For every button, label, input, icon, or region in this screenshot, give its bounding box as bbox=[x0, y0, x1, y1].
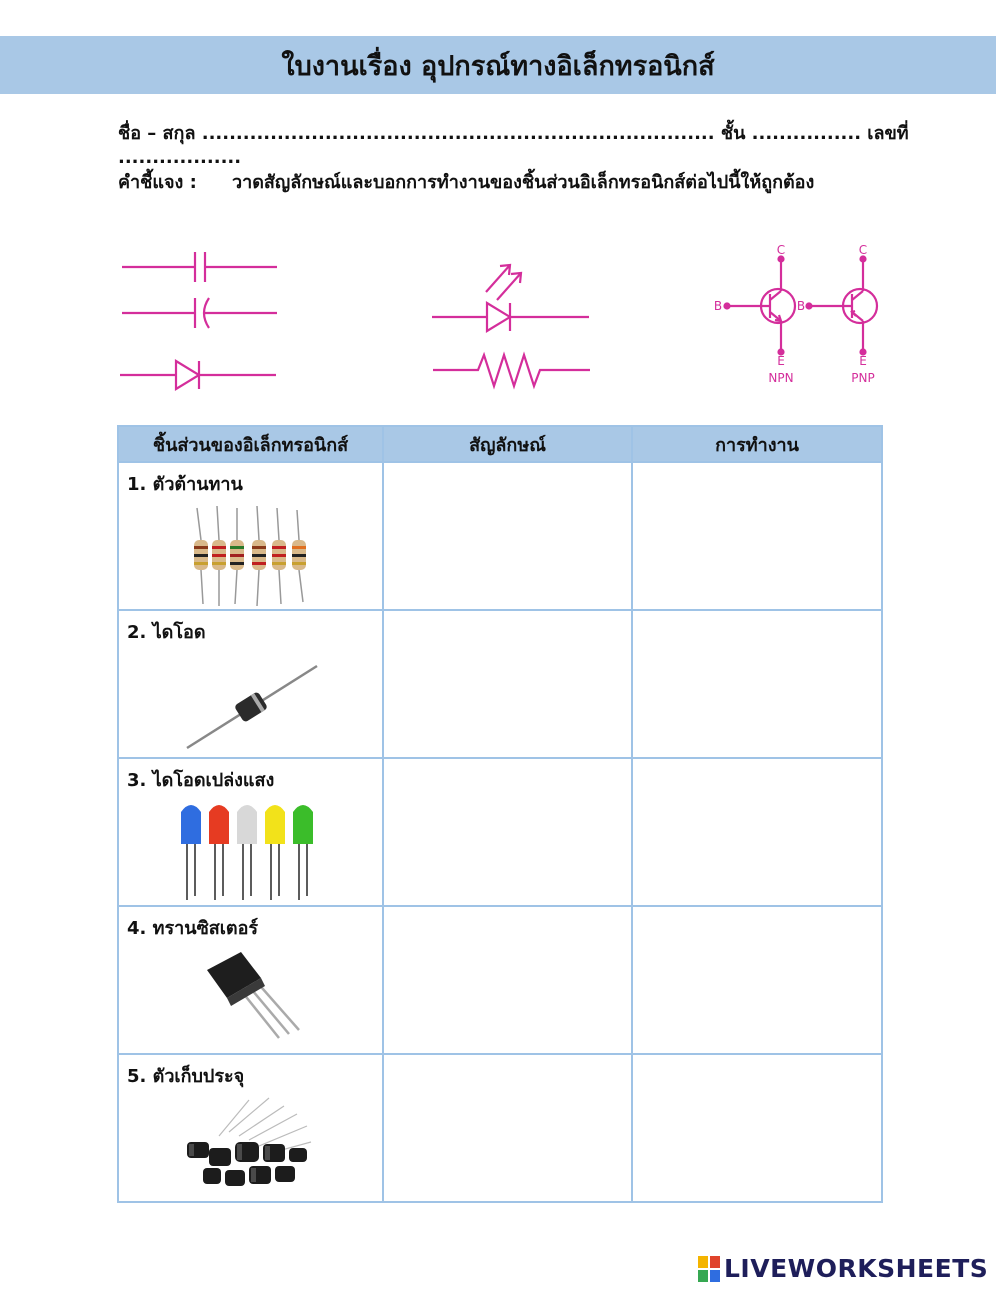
resistor-symbol bbox=[433, 355, 590, 386]
instruction-text: วาดสัญลักษณ์และบอกการทำงานของชิ้นส่วนอิเล็กทรอนิกส์ต่อไปนี้ให้ถูกต้อง bbox=[232, 172, 815, 193]
liveworksheets-logo bbox=[698, 1254, 988, 1283]
function-answer-cell[interactable] bbox=[632, 758, 882, 906]
npn-label: NPN bbox=[768, 371, 794, 385]
table-row bbox=[118, 758, 882, 906]
polarized-capacitor-symbol bbox=[122, 298, 277, 328]
npn-transistor-symbol bbox=[725, 257, 796, 355]
component-cell bbox=[118, 758, 383, 906]
component-cell bbox=[118, 906, 383, 1054]
liveworksheets-text: LIVEWORKSHEETS bbox=[724, 1254, 989, 1283]
component-cell bbox=[118, 610, 383, 758]
instruction-label: คำชี้แจง : bbox=[118, 172, 197, 193]
table-row bbox=[118, 462, 882, 610]
component-label: 4. ทรานซิสเตอร์ bbox=[127, 918, 259, 939]
table-row bbox=[118, 1054, 882, 1202]
component-label: 3. ไดโอดเปล่งแสง bbox=[127, 770, 275, 791]
table-row bbox=[118, 906, 882, 1054]
component-label: 2. ไดโอด bbox=[127, 622, 206, 643]
function-answer-cell[interactable] bbox=[632, 462, 882, 610]
function-answer-cell[interactable] bbox=[632, 906, 882, 1054]
transistor-image bbox=[179, 948, 319, 1052]
page-title: ใบงานเรื่อง อุปกรณ์ทางอิเล็กทรอนิกส์ bbox=[281, 50, 715, 82]
diode-symbol bbox=[120, 361, 276, 389]
npn-emitter-label: E bbox=[777, 354, 785, 368]
symbol-answer-cell[interactable] bbox=[383, 906, 632, 1054]
npn-base-label: B bbox=[713, 299, 723, 313]
capacitors-image bbox=[179, 1096, 319, 1200]
pnp-transistor-symbol bbox=[807, 257, 878, 355]
worksheet-table bbox=[117, 425, 883, 1203]
pnp-label: PNP bbox=[851, 371, 875, 385]
symbol-answer-cell[interactable] bbox=[383, 610, 632, 758]
symbol-answer-cell[interactable] bbox=[383, 462, 632, 610]
header-function: การทำงาน bbox=[632, 426, 882, 462]
pnp-emitter-label: E bbox=[859, 354, 867, 368]
name-class-number-line: ชื่อ – สกุล ........................................................................... ชั้น ................ เลขที่ .................. bbox=[118, 123, 909, 168]
function-answer-cell[interactable] bbox=[632, 610, 882, 758]
table-row bbox=[118, 610, 882, 758]
symbol-answer-cell[interactable] bbox=[383, 758, 632, 906]
pnp-collector-label: C bbox=[858, 243, 868, 257]
symbol-answer-cell[interactable] bbox=[383, 1054, 632, 1202]
component-cell bbox=[118, 462, 383, 610]
component-label: 5. ตัวเก็บประจุ bbox=[127, 1066, 245, 1087]
component-label: 1. ตัวต้านทาน bbox=[127, 474, 243, 495]
title-banner bbox=[0, 36, 996, 94]
symbol-reference-panel bbox=[0, 240, 1000, 410]
leds-image bbox=[179, 800, 319, 904]
pnp-base-label: B bbox=[796, 299, 806, 313]
led-symbol bbox=[432, 265, 589, 331]
resistors-image bbox=[179, 504, 319, 608]
liveworksheets-icon bbox=[698, 1256, 720, 1282]
header-symbol: สัญลักษณ์ bbox=[383, 426, 632, 462]
diode-image bbox=[179, 652, 319, 756]
header-component: ชิ้นส่วนของอิเล็กทรอนิกส์ bbox=[118, 426, 383, 462]
function-answer-cell[interactable] bbox=[632, 1054, 882, 1202]
capacitor-symbol bbox=[122, 252, 277, 282]
component-cell bbox=[118, 1054, 383, 1202]
npn-collector-label: C bbox=[776, 243, 786, 257]
